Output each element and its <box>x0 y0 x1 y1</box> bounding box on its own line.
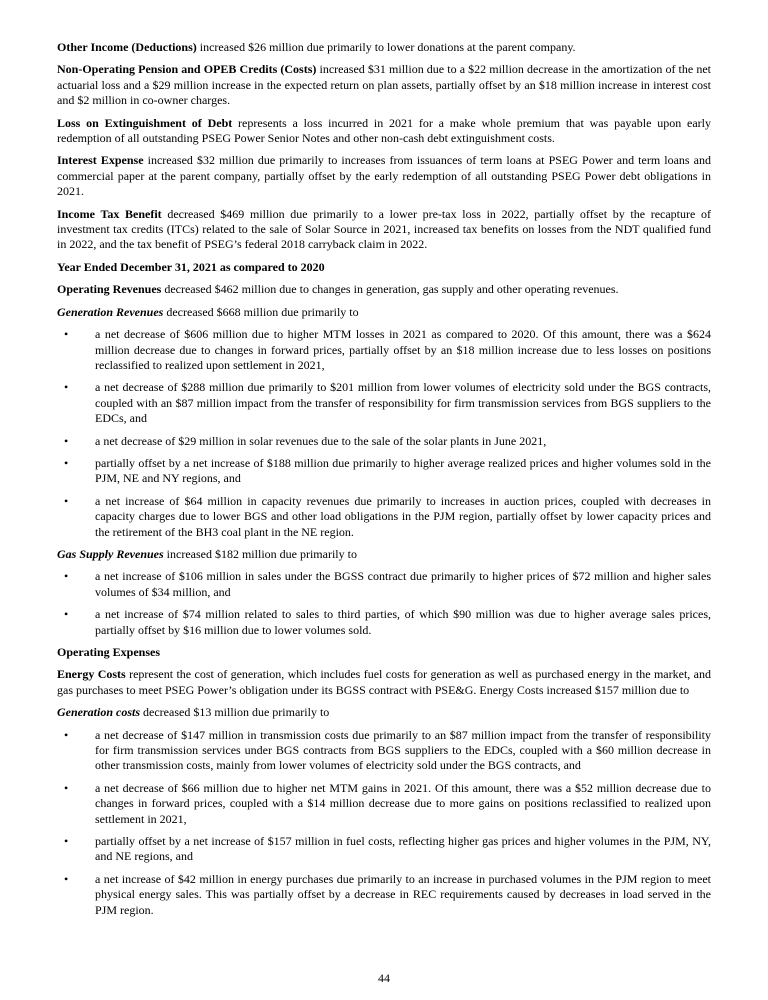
para-body: increased $182 million due primarily to <box>163 546 357 561</box>
bullet-text: a net increase of $106 million in sales under the BGSS contract due primarily to higher prices of $72 million and higher sales volumes of $34 million, and <box>95 569 711 599</box>
bullet-icon: • <box>64 327 69 342</box>
bullet-item <box>57 607 711 638</box>
para-interest-expense <box>57 153 711 199</box>
para-other-income <box>57 40 711 55</box>
bullet-icon: • <box>64 607 69 622</box>
bullet-item <box>57 781 711 827</box>
bullet-icon: • <box>64 433 69 448</box>
para-generation-costs <box>57 705 711 720</box>
para-lead: Interest Expense <box>57 153 144 168</box>
para-lead: Generation costs <box>57 705 141 720</box>
bullet-item <box>57 327 711 373</box>
bullet-item <box>57 872 711 918</box>
bullet-text: a net decrease of $147 million in transmission costs due primarily to an $87 million impact from the transfer of responsibility for firm transmission services under BGS contracts from BGS suppliers to the EDCs, coupled with a $60 million decrease in other transmission costs, mainly from lower volumes of electricity sold under the BGS contracts, and <box>95 727 711 773</box>
bullet-icon: • <box>64 380 69 395</box>
para-body: decreased $469 million due primarily to a lower pre-tax loss in 2022, partially offset by the recapture of investment tax credits (ITCs) related to the sale of Solar Source in 2021, increased tax benefits on losses from the NDT qualified fund in 2022, and the tax benefit of PSEG’s federal 2018 carryback claim in 2022. <box>57 206 711 252</box>
bullet-text: partially offset by a net increase of $188 million due primarily to higher average realized prices and higher volumes sold in the PJM, NE and NY regions, and <box>95 455 711 486</box>
bullet-icon: • <box>64 493 69 508</box>
para-loss-on-extinguishment <box>57 116 711 147</box>
bullet-text: a net decrease of $288 million due primarily to $201 million from lower volumes of electricity sold under the BGS contracts, coupled with an $87 million impact from the transfer of responsibility for firm transmission services from BGS suppliers to the EDCs, and <box>95 380 711 426</box>
para-lead: Energy Costs <box>57 667 126 682</box>
para-body: decreased $462 million due to changes in generation, gas supply and other operating revenues. <box>161 282 619 297</box>
bullet-text: a net increase of $42 million in energy purchases due primarily to an increase in purchased volumes in the PJM region to meet physical energy sales. This was partially offset by a decrease in REC requirements caused by decreases in load served in the PJM region. <box>95 871 711 917</box>
para-gas-supply-revenues <box>57 547 711 562</box>
section-heading-year-ended-2021: Year Ended December 31, 2021 as compared to 2020 <box>57 259 325 274</box>
bullet-item <box>57 456 711 487</box>
para-operating-revenues <box>57 282 711 297</box>
bullet-text: a net increase of $64 million in capacity revenues due primarily to increases in auction prices, coupled with decreases in capacity charges due to lower BGS and other load obligations in the PJM region, partially offset by lower capacity prices and the retirement of the BH3 coal plant in the NE region. <box>95 493 711 539</box>
para-body: represent the cost of generation, which includes fuel costs for generation as well as purchased energy in the market, and gas purchases to meet PSEG Power’s obligation under its BGSS contract with PSE&G. Energy Costs increased $157 million due to <box>57 667 711 697</box>
para-lead: Generation Revenues <box>57 304 164 319</box>
para-body: increased $26 million due primarily to lower donations at the parent company. <box>196 40 576 54</box>
para-energy-costs <box>57 667 711 698</box>
bullet-text: partially offset by a net increase of $157 million in fuel costs, reflecting higher gas prices and higher volumes in the PJM, NY, and NE regions, and <box>95 834 711 864</box>
bullet-item <box>57 834 711 865</box>
para-body: decreased $13 million due primarily to <box>140 705 330 720</box>
section-heading-operating-expenses: Operating Expenses <box>57 645 161 659</box>
bullet-icon: • <box>64 455 69 470</box>
bullet-item <box>57 494 711 540</box>
para-lead: Other Income (Deductions) <box>57 40 197 54</box>
bullet-icon: • <box>64 780 69 795</box>
para-lead: Income Tax Benefit <box>57 206 162 221</box>
para-body: represents a loss incurred in 2021 for a make whole premium that was payable upon early redemption of all outstanding PSEG Power Senior Notes and other non-cash debt extinguishment costs. <box>57 115 711 146</box>
page-number: 44 <box>378 970 390 985</box>
para-body: decreased $668 million due primarily to <box>163 304 359 319</box>
bullet-item <box>57 569 711 600</box>
para-lead: Loss on Extinguishment of Debt <box>57 115 233 130</box>
bullet-icon: • <box>64 871 69 886</box>
bullet-text: a net decrease of $29 million in solar revenues due to the sale of the solar plants in June 2021, <box>95 433 547 448</box>
para-lead: Gas Supply Revenues <box>57 546 164 561</box>
para-income-tax-benefit <box>57 207 711 253</box>
para-lead: Operating Revenues <box>57 282 162 297</box>
bullet-text: a net increase of $74 million related to sales to third parties, of which $90 million was due to higher average sales prices, partially offset by $16 million due to lower volumes sold. <box>95 607 711 637</box>
bullet-text: a net decrease of $66 million due to higher net MTM gains in 2021. Of this amount, there was a $52 million decrease due to changes in forward prices, coupled with a $14 million decrease due to more gains on positions reclassified to realized upon settlement in 2021, <box>95 780 711 826</box>
bullet-text: a net decrease of $606 million due to higher MTM losses in 2021 as compared to 2020. Of this amount, there was a $624 million decrease due to changes in forward prices, partially offset by an $18 million increase due to less losses on positions reclassified to realized upon settlement in 2021, <box>95 327 711 372</box>
bullet-icon: • <box>64 727 69 742</box>
para-body: increased $31 million due to a $22 million decrease in the amortization of the net actuarial loss and a $29 million increase in the expected return on plan assets, partially offset by an $18 million increase in interest cost and $2 million in co-owner charges. <box>57 62 711 108</box>
para-non-operating-pension <box>57 62 711 108</box>
bullet-icon: • <box>64 569 69 584</box>
para-lead: Non-Operating Pension and OPEB Credits (Costs) <box>57 62 317 77</box>
bullet-item <box>57 380 711 426</box>
para-body: increased $32 million due primarily to increases from issuances of term loans at PSEG Power and term loans and commercial paper at the parent company, partially offset by the early redemption of all outstanding PSEG Power debt obligations in 2021. <box>57 153 711 199</box>
para-generation-revenues <box>57 305 711 320</box>
bullet-item <box>57 434 711 449</box>
bullet-item <box>57 728 711 774</box>
bullet-icon: • <box>64 834 69 849</box>
